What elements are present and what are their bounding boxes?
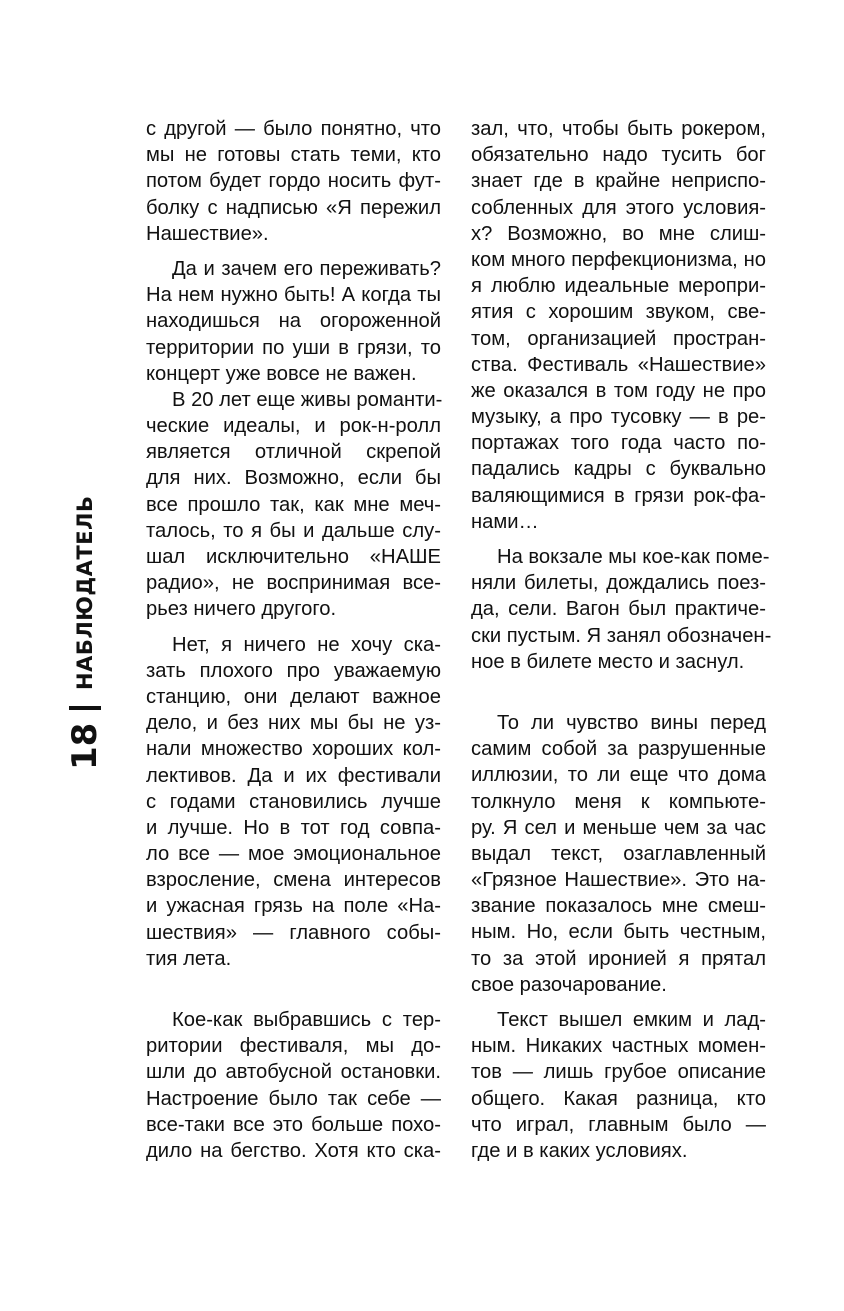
text-line: талось, то я бы и дальше слу- xyxy=(146,519,441,542)
text-line: ным. Но, если быть честным, xyxy=(471,921,766,944)
text-line: болку с надписью «Я пережил xyxy=(146,196,441,219)
text-line: и ужасная грязь на поле «На- xyxy=(146,895,441,918)
text-line: тия лета. xyxy=(146,947,232,970)
text-line: обязательно надо тусить бог xyxy=(471,144,766,167)
text-line: портажах того года часто по- xyxy=(471,432,766,455)
text-line: Кое-как выбравшись с тер- xyxy=(172,1009,441,1031)
text-line: ком много перфекционизма, но xyxy=(471,248,766,271)
text-line: Текст вышел емким и лад- xyxy=(497,1009,766,1031)
text-line: шествия» — главного собы- xyxy=(146,921,441,944)
text-line: Да и зачем его переживать? xyxy=(172,257,441,280)
text-line: В 20 лет еще живы романти- xyxy=(172,388,443,411)
text-line: потом будет гордо носить фут- xyxy=(146,170,441,193)
text-line: взросление, смена интересов xyxy=(146,869,441,892)
text-line: х? Возможно, во мне слиш- xyxy=(471,222,766,245)
text-line: да, сели. Вагон был практиче- xyxy=(471,598,766,621)
text-line: шал исключительно «НАШЕ xyxy=(146,546,441,568)
text-line: валяющимися в грязи рок-фа- xyxy=(471,484,766,507)
text-line: что играл, главным было — xyxy=(471,1113,766,1136)
text-line: с годами становились лучше xyxy=(146,790,441,813)
running-head xyxy=(65,495,105,770)
text-column-left xyxy=(146,116,441,1164)
text-line: падались кадры с буквально xyxy=(471,458,766,481)
text-line: зал, что, чтобы быть рокером, xyxy=(471,118,766,140)
text-line: лективов. Да и их фестивали xyxy=(146,764,441,787)
text-line: том, организацией простран- xyxy=(471,327,766,350)
text-line: Настроение было так себе — xyxy=(146,1087,441,1110)
text-line: няли билеты, дождались поез- xyxy=(471,572,766,595)
text-line: мы не готовы стать теми, кто xyxy=(146,144,441,167)
folio-divider xyxy=(69,706,101,710)
text-line: музыку, а про тусовку — в ре- xyxy=(471,406,766,429)
text-line: Нет, я ничего не хочу ска- xyxy=(172,633,441,656)
text-line: ру. Я сел и меньше чем за час xyxy=(471,816,766,839)
text-line: нами… xyxy=(471,510,539,533)
text-line: общего. Какая разница, кто xyxy=(471,1087,766,1110)
text-line: выдал текст, озаглавленный xyxy=(471,842,766,865)
text-line: все-таки все это больше похо- xyxy=(146,1113,441,1136)
text-line: рьез ничего другого. xyxy=(146,598,337,621)
text-line: с другой — было понятно, что xyxy=(146,118,441,140)
text-line: где и в каких условиях. xyxy=(471,1139,688,1162)
text-line: зать плохого про уважаемую xyxy=(146,659,441,682)
text-line: все прошло так, как мне меч- xyxy=(146,493,441,516)
text-line: для них. Возможно, если бы xyxy=(146,467,441,490)
text-line: и лучше. Но в тот год совпа- xyxy=(146,816,441,839)
text-line: На нем нужно быть! А когда ты xyxy=(146,284,441,307)
text-line: То ли чувство вины перед xyxy=(497,711,766,734)
text-line: собленных для этого условия- xyxy=(471,196,766,219)
text-line: ски пустым. Я занял обозначен- xyxy=(471,624,772,647)
text-line: свое разочарование. xyxy=(471,973,667,996)
text-line: самим собой за разрушенные xyxy=(471,738,766,761)
text-line: ное в билете место и заснул. xyxy=(471,650,745,673)
text-line: ческие идеалы, и рок-н-ролл xyxy=(146,415,441,438)
text-line: концерт уже вовсе не важен. xyxy=(146,362,417,385)
text-line: находишься на огороженной xyxy=(146,310,441,333)
text-line: ятия с хорошим звуком, све- xyxy=(471,301,766,324)
text-line: станцию, они делают важное xyxy=(146,685,441,708)
page-number: 18 xyxy=(65,722,105,770)
text-line: тов — лишь грубое описание xyxy=(471,1061,766,1084)
text-line: нали множество хороших кол- xyxy=(146,738,441,761)
text-line: является отличной скрепой xyxy=(146,441,441,464)
text-line: я люблю идеальные меропри- xyxy=(471,275,766,298)
text-line: территории по уши в грязи, то xyxy=(146,336,441,359)
text-line: На вокзале мы кое-как поме- xyxy=(497,546,770,568)
text-line: то за этой иронией я прятал xyxy=(471,947,766,970)
text-line: ным. Никаких частных момен- xyxy=(471,1035,766,1058)
text-line: ритории фестиваля, мы до- xyxy=(146,1035,441,1058)
text-line: «Грязное Нашествие». Это на- xyxy=(471,869,766,892)
text-line: Нашествие». xyxy=(146,222,269,245)
text-line: звание показалось мне смеш- xyxy=(471,895,766,918)
text-line: шли до автобусной остановки. xyxy=(146,1061,441,1084)
text-line: дело, и без них мы бы не уз- xyxy=(146,712,441,735)
text-line: радио», не воспринимая все- xyxy=(146,572,441,595)
text-column-right xyxy=(471,116,772,1164)
text-line: ло все — мое эмоциональное xyxy=(146,843,441,866)
text-line: иллюзии, то ли еще что дома xyxy=(471,764,766,787)
text-line: ства. Фестиваль «Нашествие» xyxy=(471,353,766,376)
text-line: знает где в крайне неприспо- xyxy=(471,170,766,193)
text-line: же оказался в том году не про xyxy=(471,379,766,402)
text-line: толкнуло меня к компьюте- xyxy=(471,790,766,813)
running-title: НАБЛЮДАТЕЛЬ xyxy=(73,495,97,690)
text-line: дило на бегство. Хотя кто ска- xyxy=(146,1139,441,1162)
